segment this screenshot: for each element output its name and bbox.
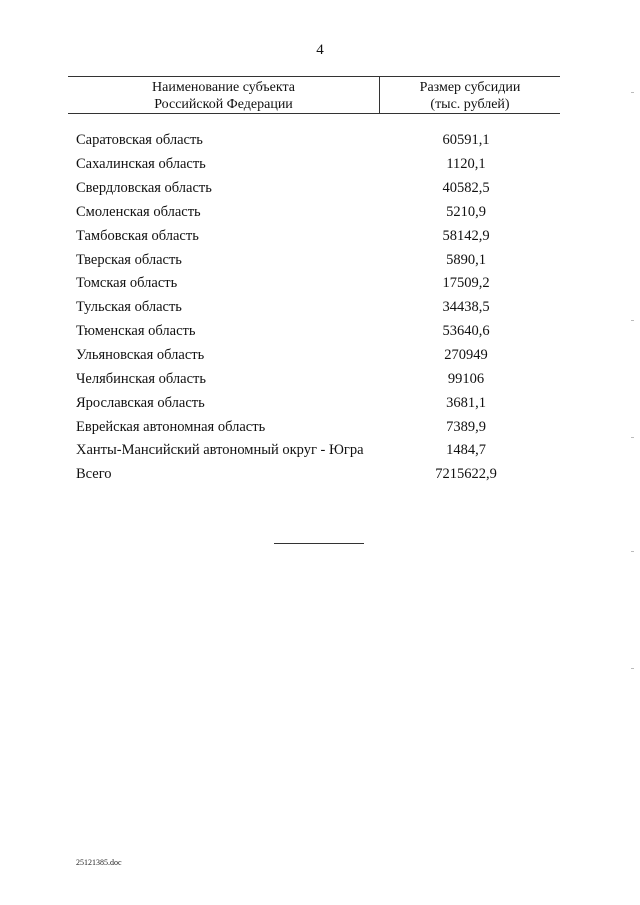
- region-name: Ярославская область: [76, 394, 205, 411]
- region-name: Томская область: [76, 275, 178, 292]
- table-row: [76, 344, 560, 368]
- total-value: 7215622,9: [435, 466, 497, 483]
- region-name: Челябинская область: [76, 370, 206, 387]
- header-subsidy-line-1: Размер субсидии: [419, 80, 521, 95]
- table-row: [76, 296, 560, 320]
- scan-edge-mark: [631, 320, 634, 321]
- region-name: Тюменская область: [76, 323, 196, 340]
- region-name: Смоленская область: [76, 203, 201, 220]
- table-row: [76, 201, 560, 225]
- region-name: Свердловская область: [76, 180, 212, 197]
- subsidy-value: 17509,2: [442, 275, 490, 292]
- header-subject-name: [68, 77, 380, 113]
- table-row: [76, 439, 560, 463]
- header-subject-line-2: Российской Федерации: [154, 97, 293, 112]
- table-row: [76, 248, 560, 272]
- subsidy-value: 270949: [444, 347, 488, 364]
- region-name: Еврейская автономная область: [76, 418, 266, 435]
- scan-edge-mark: [631, 668, 634, 669]
- scan-edge-mark: [631, 551, 634, 552]
- region-name: Сахалинская область: [76, 156, 206, 173]
- region-name: Тульская область: [76, 299, 182, 316]
- table-row: [76, 367, 560, 391]
- scan-edge-mark: [631, 437, 634, 438]
- table-row: [76, 177, 560, 201]
- subsidy-value: 5890,1: [446, 251, 486, 268]
- table-row: [76, 153, 560, 177]
- end-of-document-rule: [274, 543, 364, 544]
- table-row: [76, 415, 560, 439]
- document-filename: 25121385.doc: [76, 858, 122, 867]
- table-row-total: [76, 463, 560, 487]
- total-label: Всего: [76, 466, 112, 483]
- subsidy-value: 34438,5: [442, 299, 490, 316]
- header-subject-line-1: Наименование субъекта: [152, 80, 295, 95]
- region-name: Саратовская область: [76, 132, 203, 149]
- subsidy-value: 5210,9: [446, 203, 486, 220]
- subsidy-value: 7389,9: [446, 418, 486, 435]
- subsidy-value: 3681,1: [446, 394, 486, 411]
- subsidy-value: 1484,7: [446, 442, 486, 459]
- header-subsidy-line-2: (тыс. рублей): [430, 97, 510, 112]
- table-header: [68, 76, 560, 114]
- subsidy-value: 53640,6: [442, 323, 490, 340]
- table-row: [76, 320, 560, 344]
- table-row: [76, 272, 560, 296]
- scan-edge-mark: [631, 92, 634, 93]
- table-row: [76, 224, 560, 248]
- region-name: Ульяновская область: [76, 347, 205, 364]
- region-name: Ханты-Мансийский автономный округ - Югра: [76, 442, 364, 459]
- region-name: Тверская область: [76, 251, 182, 268]
- subsidy-value: 99106: [447, 370, 485, 387]
- table-body: [76, 129, 560, 487]
- page-number: 4: [316, 42, 324, 58]
- subsidy-value: 1120,1: [446, 156, 486, 173]
- subsidy-value: 58142,9: [442, 227, 490, 244]
- table-row: [76, 129, 560, 153]
- header-subsidy-amount: [380, 77, 560, 113]
- subsidy-value: 40582,5: [442, 180, 490, 197]
- region-name: Тамбовская область: [76, 227, 199, 244]
- subsidy-value: 60591,1: [442, 132, 490, 149]
- table-row: [76, 391, 560, 415]
